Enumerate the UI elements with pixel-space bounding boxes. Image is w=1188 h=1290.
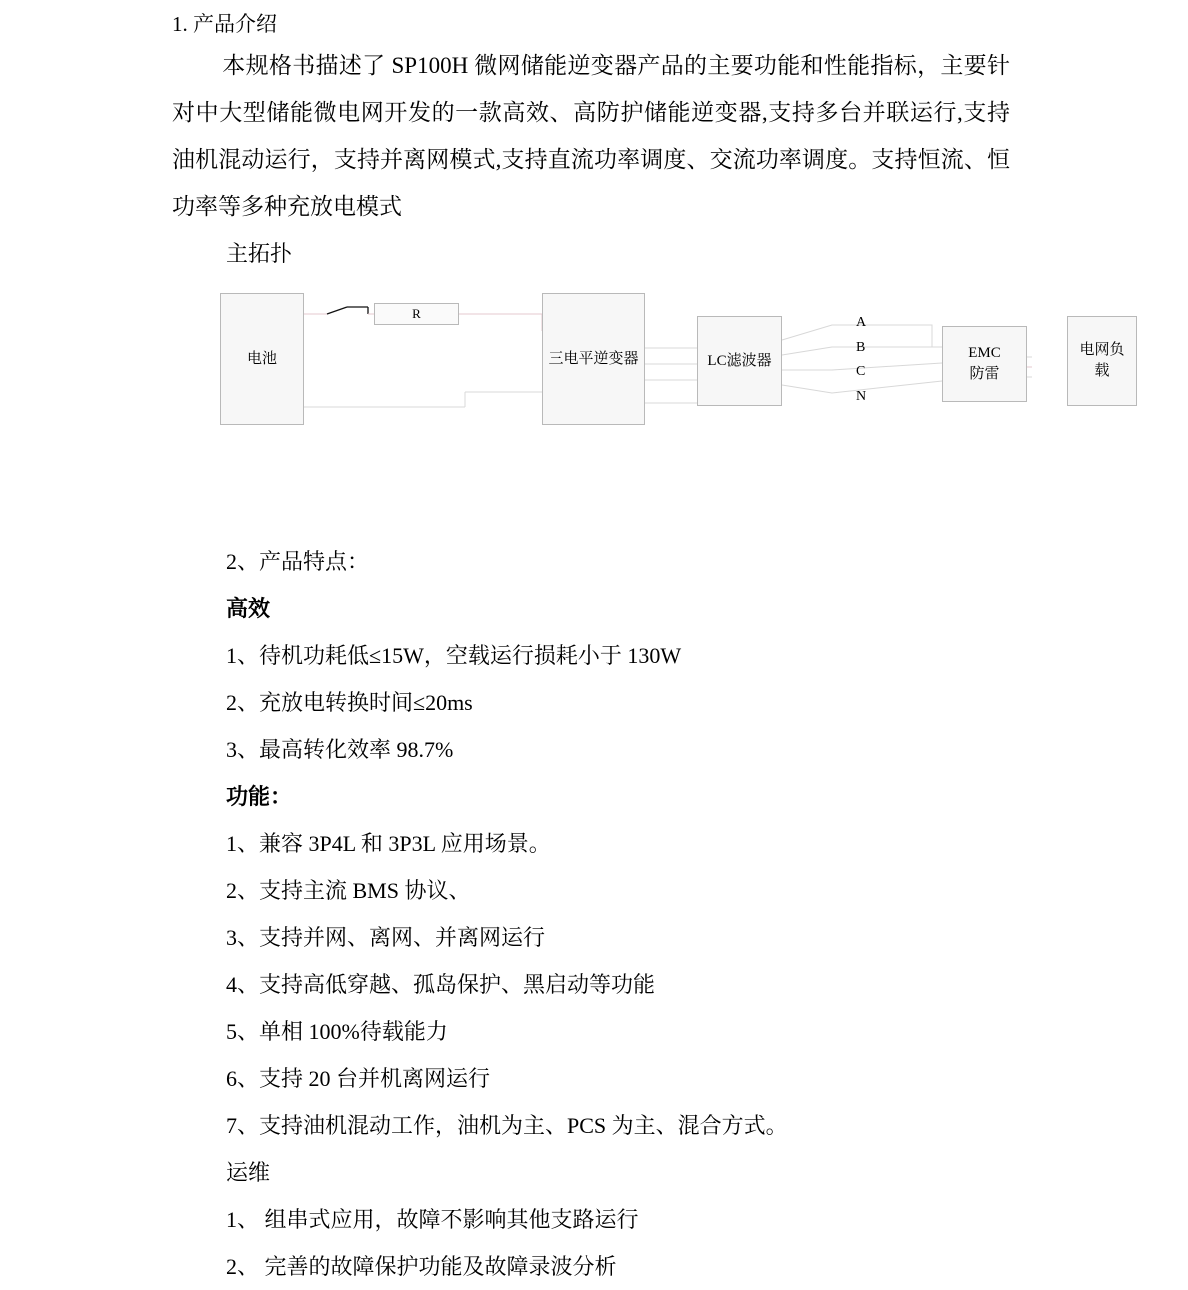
- efficiency-item-2: 2、充放电转换时间≤20ms: [226, 690, 473, 715]
- diagram-block-grid-load: [1067, 316, 1137, 406]
- function-item-1: 1、兼容 3P4L 和 3P3L 应用场景。: [226, 831, 551, 856]
- grid-load-label-line2: 载: [1094, 363, 1110, 379]
- inverter-label: 三电平逆变器: [548, 350, 639, 367]
- main-topology-diagram: [172, 285, 1125, 500]
- grid-load-label-line1: 电网负: [1079, 342, 1125, 358]
- efficiency-item-1: 1、待机功耗低≤15W，空载运行损耗小于 130W: [226, 643, 682, 668]
- diagram-resistor: [374, 303, 459, 325]
- section-1-heading: 1. 产品介绍: [172, 12, 277, 36]
- ops-title: 运维: [226, 1160, 271, 1185]
- phase-label-c: C: [856, 364, 866, 379]
- function-item-6: 6、支持 20 台并机离网运行: [226, 1066, 491, 1091]
- diagram-block-lc-filter: [697, 316, 782, 406]
- efficiency-item-3: 3、最高转化效率 98.7%: [226, 737, 454, 762]
- function-item-2: 2、支持主流 BMS 协议、: [226, 878, 471, 903]
- phase-label-n: N: [856, 389, 867, 404]
- intro-paragraph-text: 本规格书描述了 SP100H 微网储能逆变器产品的主要功能和性能指标，主要针对中大型储能微电网开发的一款高效、高防护储能逆变器,支持多台并联运行,支持油机混动运行，支持并离网模式,支持直流功率调度、交流功率调度。支持恒流、恒功率等多种充放电模式: [172, 53, 1010, 219]
- ops-item-2: 2、 完善的故障保护功能及故障录波分析: [226, 1254, 617, 1279]
- function-item-7: 7、支持油机混动工作，油机为主、PCS 为主、混合方式。: [226, 1113, 788, 1138]
- resistor-label: R: [412, 306, 421, 321]
- diagram-block-inverter: [542, 293, 645, 425]
- diagram-block-battery: [220, 293, 304, 425]
- phase-label-b: B: [856, 340, 866, 355]
- function-item-4: 4、支持高低穿越、孤岛保护、黑启动等功能: [226, 972, 656, 997]
- diagram-block-emc: [942, 326, 1027, 402]
- efficiency-title: 高效: [226, 596, 271, 621]
- lc-filter-label: LC滤波器: [707, 352, 772, 369]
- topology-label: 主拓扑: [226, 241, 293, 266]
- phase-label-a: A: [856, 315, 867, 330]
- function-title: 功能：: [226, 784, 293, 809]
- ops-item-1: 1、 组串式应用，故障不影响其他支路运行: [226, 1207, 639, 1232]
- section-2-heading: 2、产品特点：: [226, 549, 370, 574]
- emc-label-line1: EMC: [968, 345, 1001, 361]
- document-content: [172, 6, 1125, 1290]
- function-item-5: 5、单相 100%待载能力: [226, 1019, 448, 1044]
- emc-label-line2: 防雷: [969, 366, 1000, 382]
- intro-paragraph: [172, 42, 1010, 230]
- battery-label: 电池: [246, 350, 277, 367]
- function-item-3: 3、支持并网、离网、并离网运行: [226, 925, 546, 950]
